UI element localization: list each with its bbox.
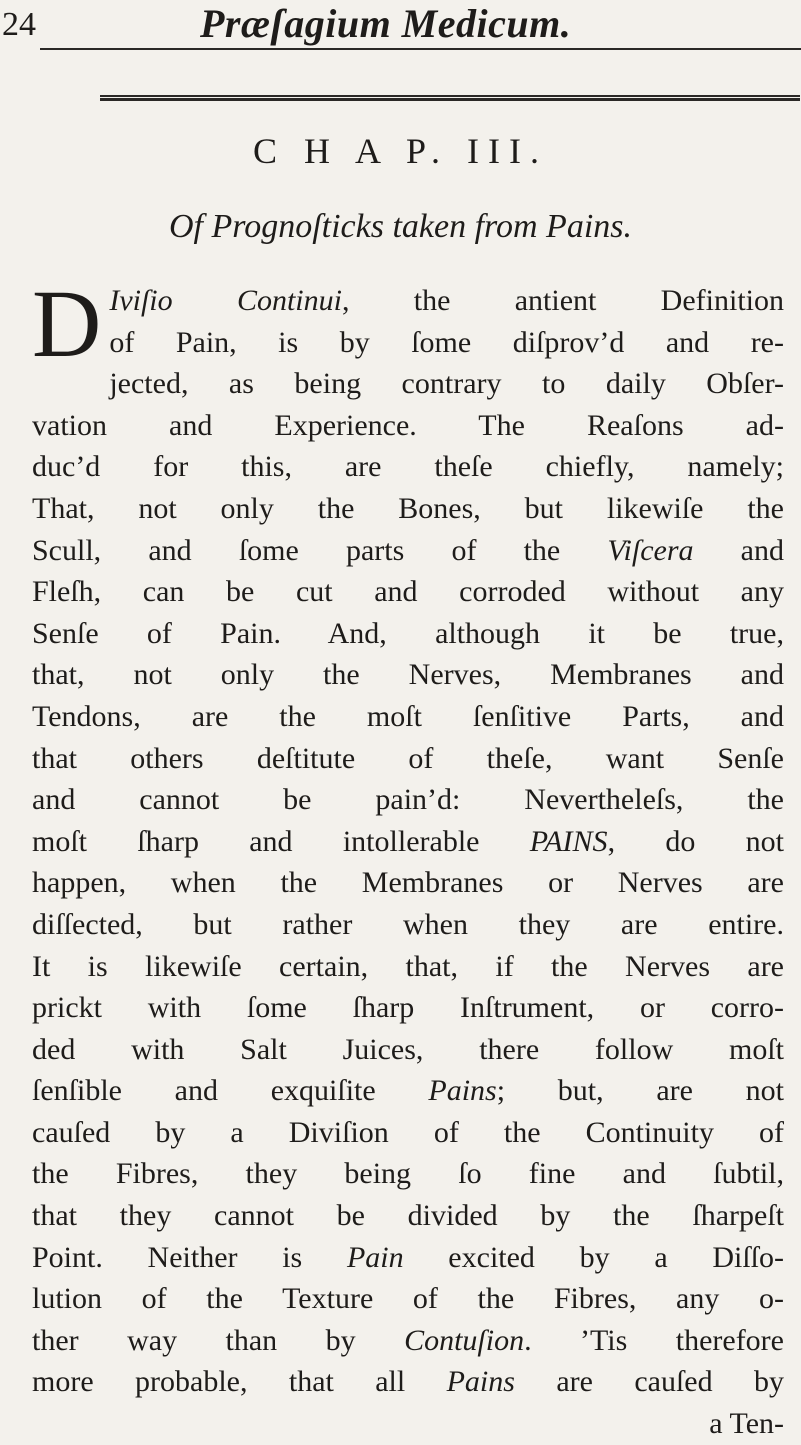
ornamental-rule: [100, 95, 800, 101]
text-line: [32, 779, 784, 821]
text-span: and cannot be pain’d: Nevertheleſs, the: [32, 783, 784, 817]
text-span: excited by a Diſſo-: [403, 1240, 785, 1274]
text-span: of Pain, is by ſome diſprov’d and re-: [109, 325, 784, 359]
text-line: [32, 1029, 784, 1071]
text-line: [32, 1278, 784, 1320]
text-line: [32, 1361, 784, 1403]
text-span: Scull, and ſome parts of the: [32, 533, 608, 567]
text-line: [32, 488, 784, 530]
text-line: [32, 821, 784, 863]
text-line: [32, 571, 784, 613]
chapter-title: Of Prognoſticks taken from Pains.: [168, 208, 633, 245]
text-line: [32, 654, 784, 696]
text-span: lution of the Texture of the Fibres, any o-: [32, 1282, 784, 1316]
text-span: ; but, are not: [496, 1074, 784, 1108]
text-span: more probable, that all: [32, 1365, 447, 1399]
text-line: [32, 946, 784, 988]
text-line: [32, 363, 784, 405]
text-span: Point. Neither is: [32, 1240, 347, 1274]
chapter-heading: C H A P. III.: [252, 131, 549, 171]
text-span: , the antient Definition: [341, 284, 784, 317]
text-span: that they cannot be divided by the ſharpeſt: [32, 1199, 784, 1233]
text-line: [32, 446, 784, 488]
text-span: Pains: [428, 1074, 497, 1108]
text-line: [32, 613, 784, 655]
text-line: [32, 1403, 784, 1445]
text-line: [32, 1320, 784, 1362]
text-span: ded with Salt Juices, there follow moſt: [32, 1032, 784, 1066]
text-span: ſenſible and exquiſite: [32, 1074, 429, 1108]
text-line: [32, 987, 784, 1029]
text-span: vation and Experience. The Reaſons ad-: [32, 408, 784, 442]
text-span: Tendons, are the moſt ſenſitive Parts, and: [32, 699, 784, 733]
text-span: PAINS: [529, 824, 608, 858]
text-span: Contuſion: [404, 1323, 525, 1357]
text-span: the Fibres, they being ſo fine and ſubtil,: [32, 1157, 784, 1191]
text-span: Pain: [346, 1240, 404, 1274]
text-line: [32, 405, 784, 447]
text-line: [32, 322, 784, 364]
text-span: Pains: [446, 1365, 515, 1399]
text-line: [32, 1070, 784, 1112]
text-line: [32, 530, 784, 572]
drop-cap: D: [32, 270, 102, 377]
text-span: cauſed by a Diviſion of the Continuity of: [32, 1115, 784, 1149]
text-line: [32, 862, 784, 904]
text-span: jected, as being contrary to daily Obſer-: [109, 367, 784, 401]
text-span: that, not only the Nerves, Membranes and: [32, 658, 784, 692]
text-span: are cauſed by: [514, 1365, 785, 1399]
text-span: a Ten-: [709, 1407, 784, 1441]
text-span: Senſe of Pain. And, although it be true,: [32, 616, 784, 650]
running-title: Præſagium Medicum.: [200, 1, 572, 46]
text-line: [32, 696, 784, 738]
text-span: It is likewiſe certain, that, if the Nerves are: [32, 949, 784, 983]
text-span: Fleſh, can be cut and corroded without any: [32, 575, 784, 609]
body-text: [32, 270, 785, 1445]
text-line: [32, 738, 784, 780]
text-span: moſt ſharp and intollerable: [32, 824, 530, 858]
header-rule: [40, 48, 801, 50]
text-span: Viſcera: [607, 533, 694, 567]
text-span: That, not only the Bones, but likewiſe the: [32, 491, 784, 525]
text-span: . ’Tis therefore: [524, 1323, 784, 1357]
text-span: that others deſtitute of theſe, want Senſe: [32, 741, 784, 775]
text-line: [32, 904, 784, 946]
text-span: and: [693, 533, 784, 567]
text-span: , do not: [607, 824, 784, 858]
text-span: prickt with ſome ſharp Inſtrument, or corro-: [32, 991, 784, 1025]
text-line: [32, 1237, 784, 1279]
text-line: [32, 1112, 784, 1154]
text-span: duc’d for this, are theſe chiefly, namely;: [32, 450, 784, 484]
text-span: ther way than by: [32, 1323, 405, 1357]
text-span: Iviſio Continui: [109, 284, 342, 317]
text-line: [32, 1153, 784, 1195]
text-span: diſſected, but rather when they are entire.: [32, 907, 784, 941]
text-line: [32, 1195, 784, 1237]
text-line: [32, 280, 784, 322]
text-span: happen, when the Membranes or Nerves are: [32, 866, 784, 900]
page-number: 24: [2, 6, 36, 43]
